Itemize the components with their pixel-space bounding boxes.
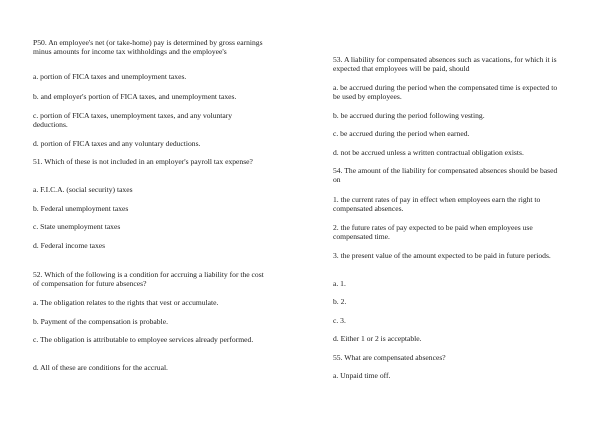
question-53-option-d: d. not be accrued unless a written contractual obligation exists. (333, 148, 524, 157)
question-54-option-d: d. Either 1 or 2 is acceptable. (333, 334, 422, 343)
question-52-option-b: b. Payment of the compensation is probable. (33, 317, 168, 326)
question-51-option-c: c. State unemployment taxes (33, 222, 121, 231)
question-54-option-b: b. 2. (333, 297, 347, 306)
question-54-item-3: 3. the present value of the amount expected to be paid in future periods. (333, 251, 551, 260)
question-54: 54. The amount of the liability for compensated absences should be based on (333, 166, 558, 185)
question-51-option-d: d. Federal income taxes (33, 241, 106, 250)
question-50-option-c: c. portion of FICA taxes, unemployment taxes, and any voluntary deductions. (33, 111, 233, 130)
question-50-option-a: a. portion of FICA taxes and unemployment taxes. (33, 72, 187, 81)
question-50-option-d: d. portion of FICA taxes and any voluntary deductions. (33, 139, 201, 148)
question-54-option-c: c. 3. (333, 316, 346, 325)
question-50: P50. An employee's net (or take-home) pay is determined by gross earnings minus amounts for income tax withholdings and the employee's (33, 38, 263, 57)
question-51: 51. Which of these is not included in an employer's payroll tax expense? (33, 157, 253, 166)
question-50-option-b: b. and employer's portion of FICA taxes, and unemployment taxes. (33, 92, 237, 101)
question-52-option-c: c. The obligation is attributable to employee services already performed. (33, 335, 254, 344)
question-53-option-a: a. be accrued during the period when the compensated time is expected to be used by employees. (333, 83, 558, 102)
question-55: 55. What are compensated absences? (333, 353, 446, 362)
question-53-option-c: c. be accrued during the period when earned. (333, 129, 470, 138)
question-54-item-2: 2. the future rates of pay expected to be paid when employees use compensated time. (333, 223, 533, 242)
question-55-option-a: a. Unpaid time off. (333, 371, 391, 380)
question-51-option-a: a. F.I.C.A. (social security) taxes (33, 185, 133, 194)
question-52-option-a: a. The obligation relates to the rights that vest or accumulate. (33, 298, 219, 307)
question-53: 53. A liability for compensated absences such as vacations, for which it is expected that employees will be paid, should (333, 55, 557, 74)
question-52: 52. Which of the following is a condition for accruing a liability for the cost of compensation for future absences? (33, 270, 264, 289)
question-54-option-a: a. 1. (333, 279, 346, 288)
question-54-item-1: 1. the current rates of pay in effect when employees earn the right to compensated absences. (333, 195, 541, 214)
question-52-option-d: d. All of these are conditions for the accrual. (33, 363, 168, 372)
question-51-option-b: b. Federal unemployment taxes (33, 204, 129, 213)
question-53-option-b: b. be accrued during the period following vesting. (333, 111, 485, 120)
